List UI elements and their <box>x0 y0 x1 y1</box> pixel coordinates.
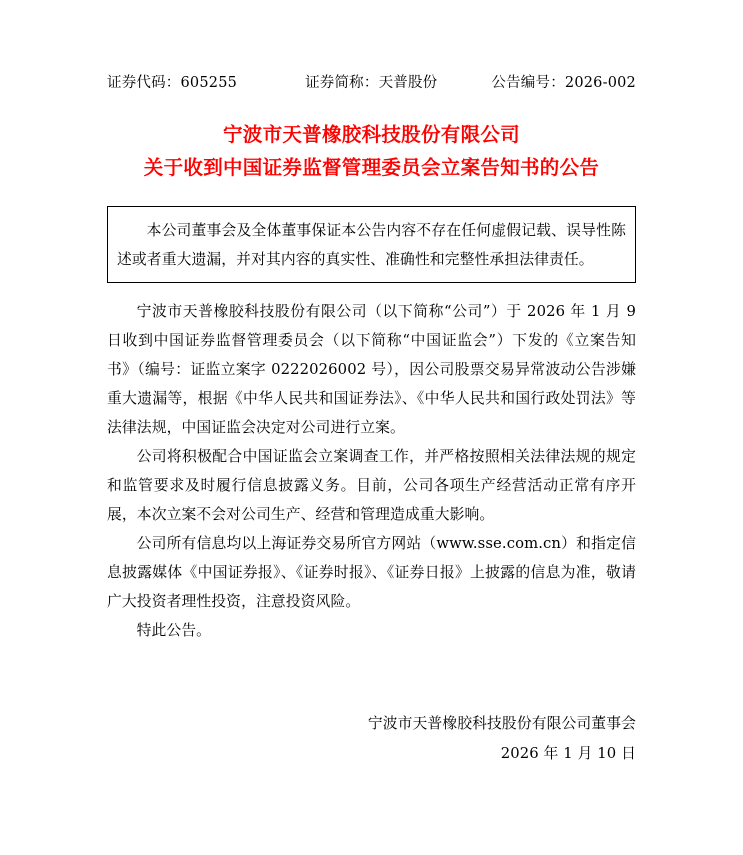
title-company-name: 宁波市天普橡胶科技股份有限公司 <box>222 123 520 146</box>
signature-issuer: 宁波市天普橡胶科技股份有限公司董事会 <box>367 715 636 732</box>
security-short-name: 证券简称：天普股份 <box>305 75 438 91</box>
page-title <box>107 118 636 184</box>
document-body <box>107 297 636 645</box>
disclaimer-box <box>107 206 636 283</box>
body-paragraph-2: 公司将积极配合中国证监会立案调查工作，并严格按照相关法律法规的规定和监管要求及时履行信息披露义务。目前，公司各项生产经营活动正常有序开展，本次立案不会对公司生产、经营和管理造成重大影响。 <box>107 448 636 523</box>
body-paragraph-1: 宁波市天普橡胶科技股份有限公司（以下简称“公司”）于 2026 年 1 月 9 日收到中国证券监督管理委员会（以下简称“中国证监会”）下发的《立案告知书》（编号：证监立案字 0222026002 号），因公司股票交易异常波动公告涉嫌重大遗漏等，根据《中华人民共和国证券法》、《中华人民共和国行政处罚法》等法律法规，中国证监会决定对公司进行立案。 <box>107 303 636 436</box>
disclaimer-text: 本公司董事会及全体董事保证本公告内容不存在任何虚假记载、误导性陈述或者重大遗漏，并对其内容的真实性、准确性和完整性承担法律责任。 <box>117 222 626 268</box>
security-code: 证券代码：605255 <box>107 75 238 91</box>
body-paragraph-closing: 特此公告。 <box>136 622 212 639</box>
body-paragraph-3: 公司所有信息均以上海证券交易所官方网站（www.sse.com.cn）和指定信息披露媒体《中国证券报》、《证券时报》、《证券日报》上披露的信息为准，敬请广大投资者理性投资，注意投资风险。 <box>107 535 636 610</box>
document-header <box>107 73 636 93</box>
signature-date: 2026 年 1 月 10 日 <box>500 745 636 762</box>
signature-block <box>107 709 636 769</box>
page-content <box>107 0 636 769</box>
title-subject: 关于收到中国证券监督管理委员会立案告知书的公告 <box>143 156 600 179</box>
announcement-number: 公告编号：2026-002 <box>491 75 636 91</box>
